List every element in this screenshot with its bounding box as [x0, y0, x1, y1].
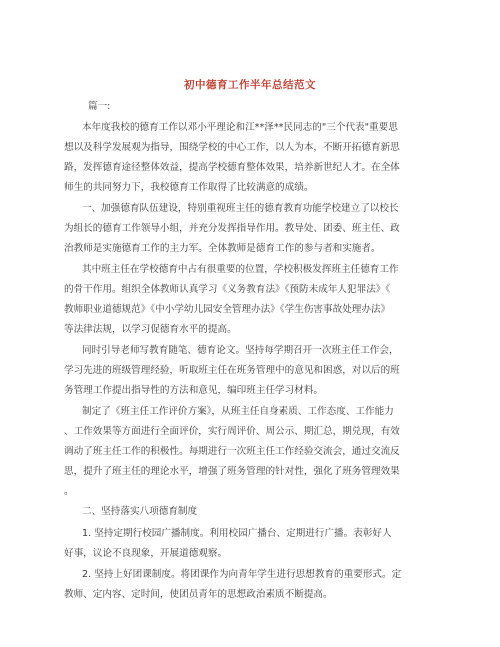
paragraph-line: 调动了班主任工作的积极性。每期进行一次班主任工作经验交流会，通过交流反 [64, 446, 400, 457]
section-heading-2: 二、坚持落实八项德育制度 [82, 506, 198, 517]
paragraph-line: 教师职业道德规范》《中小学幼儿园安全管理办法》《学生伤害事故处理办法》 [64, 304, 391, 315]
paragraph-line: 想以及科学发展观为指导，围绕学校的中心工作，以人为本，不断开拓德育新思 [64, 142, 400, 153]
paragraph-line: 同时引导老师写教育随笔、德育论文。坚持每学期召开一次班主任工作会， [82, 345, 399, 356]
paragraph-line: 为组长的德育工作领导小组，并充分发挥指导作用。教导处、团委、班主任、政 [64, 223, 400, 234]
list-item-continuation: 好事，议论不良现象，开展道德观察。 [64, 548, 228, 559]
paragraph-line: 等法律法规，以学习促德育水平的提高。 [64, 324, 237, 335]
paragraph-line: 、工作效果等方面进行全面评价，实行周评价、周公示、期汇总，期兑现，有效 [64, 426, 400, 437]
list-item-continuation: 教师、定内容、定时间，使团员青年的思想政治素质不断提高。 [64, 589, 333, 600]
paragraph-line: 师生的共同努力下，我校德育工作取得了比较满意的成绩。 [64, 182, 314, 193]
paragraph-line: 的骨干作用。组织全体教师认真学习《义务教育法》《预防未成年人犯罪法》《 [64, 284, 391, 295]
paragraph-line: 路，发挥德育途径整体效益，提高学校德育整体效果，培养新世纪人才。在全体 [64, 162, 400, 173]
paragraph-line: 治教师是实施德育工作的主力军。全体教师是德育工作的参与者和实施者。 [64, 243, 381, 254]
paragraph-line: 其中班主任在学校德育中占有很重要的位置，学校积极发挥班主任德育工作 [82, 264, 399, 275]
paragraph-line: 本年度我校的德育工作以邓小平理论和江**泽**民同志的"三个代表"重要思 [82, 122, 398, 133]
paragraph-line: 思，提升了班主任的理论水平，增强了班务管理的针对性，强化了班务管理效果 [64, 466, 400, 477]
section-heading-1: 篇一: [88, 101, 111, 112]
document-title: 初中德育工作半年总结范文 [184, 79, 316, 91]
paragraph-line: 制定了《班主任工作评价方案》，从班主任自身素质、工作态度、工作能力 [82, 406, 394, 417]
list-item: 1. 坚持定期行校园广播制度。利用校园广播台、定期进行广播。表彰好人 [82, 528, 392, 539]
paragraph-line: 务管理工作提出指导性的方法和意见，编印班主任学习材料。 [64, 385, 324, 396]
paragraph-line: 学习先进的班级管理经验，听取班主任在班务管理中的意见和困惑，对以后的班 [64, 365, 400, 376]
list-item: 2. 坚持上好团课制度。将团课作为向青年学生进行思想教育的重要形式。定 [82, 569, 402, 580]
paragraph-line: 一、加强德育队伍建设，特别重视班主任的德育教育功能学校建立了以校长 [82, 203, 399, 214]
paragraph-line: 。 [64, 486, 74, 497]
